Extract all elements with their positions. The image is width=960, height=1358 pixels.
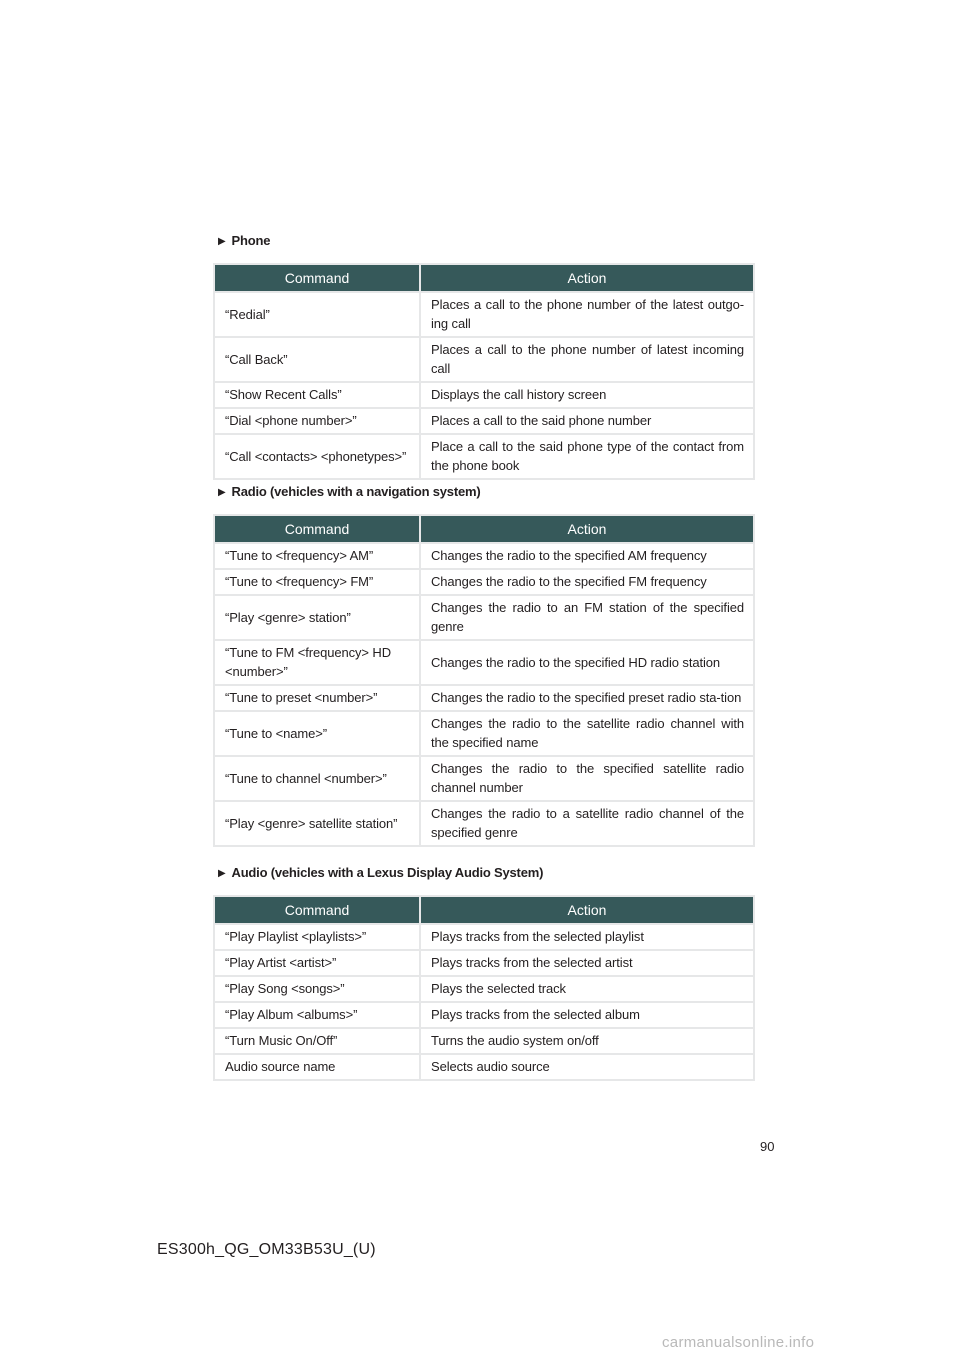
table-row (215, 291, 753, 336)
table-row (215, 684, 753, 710)
column-header-action: Action (421, 265, 753, 291)
action-cell: Plays tracks from the selected playlist (421, 923, 753, 949)
table-row (215, 568, 753, 594)
command-cell: “Play <genre> station” (215, 594, 421, 639)
phone-command-table (213, 263, 755, 480)
table-row (215, 923, 753, 949)
command-cell: “Call <contacts> <phonetypes>” (215, 433, 421, 478)
command-cell: “Dial <phone number>” (215, 407, 421, 433)
command-cell: “Call Back” (215, 336, 421, 381)
table-row (215, 594, 753, 639)
action-cell: Place a call to the said phone type of the contact from the phone book (421, 433, 753, 478)
action-cell: Changes the radio to the satellite radio channel with the specified name (421, 710, 753, 755)
command-cell: “Play Album <albums>” (215, 1001, 421, 1027)
table-row (215, 1053, 753, 1079)
column-header-command: Command (215, 516, 421, 542)
column-header-action: Action (421, 516, 753, 542)
action-cell: Plays tracks from the selected artist (421, 949, 753, 975)
command-cell: “Tune to <name>” (215, 710, 421, 755)
table-row (215, 639, 753, 684)
command-cell: “Redial” (215, 291, 421, 336)
table-row (215, 755, 753, 800)
action-cell: Changes the radio to the specified HD radio station (421, 639, 753, 684)
table-row (215, 336, 753, 381)
command-cell: “Tune to <frequency> FM” (215, 568, 421, 594)
command-cell: “Play Song <songs>” (215, 975, 421, 1001)
action-cell: Selects audio source (421, 1053, 753, 1079)
table-header-row (215, 516, 753, 542)
triangle-right-icon: ▶ (218, 868, 226, 879)
command-cell: “Tune to preset <number>” (215, 684, 421, 710)
triangle-right-icon: ▶ (218, 487, 226, 498)
section-heading-audio: ▶ Audio (vehicles with a Lexus Display Audio System) (218, 865, 544, 880)
action-cell: Plays tracks from the selected album (421, 1001, 753, 1027)
command-cell: Audio source name (215, 1053, 421, 1079)
action-cell: Plays the selected track (421, 975, 753, 1001)
table-row (215, 710, 753, 755)
command-cell: “Tune to FM <frequency> HD <number>” (215, 639, 421, 684)
table-row (215, 1001, 753, 1027)
table-row (215, 1027, 753, 1053)
column-header-command: Command (215, 265, 421, 291)
table-row (215, 433, 753, 478)
table-header-row (215, 265, 753, 291)
command-cell: “Play Artist <artist>” (215, 949, 421, 975)
audio-command-table (213, 895, 755, 1081)
table-row (215, 542, 753, 568)
action-cell: Changes the radio to the specified satellite radio channel number (421, 755, 753, 800)
action-cell: Changes the radio to a satellite radio channel of the specified genre (421, 800, 753, 845)
column-header-command: Command (215, 897, 421, 923)
document-footer-code: ES300h_QG_OM33B53U_(U) (157, 1241, 376, 1258)
table-row (215, 949, 753, 975)
command-cell: “Show Recent Calls” (215, 381, 421, 407)
action-cell: Changes the radio to an FM station of the specified genre (421, 594, 753, 639)
triangle-right-icon: ▶ (218, 236, 226, 247)
command-cell: “Play Playlist <playlists>” (215, 923, 421, 949)
section-heading-phone: ▶ Phone (218, 233, 271, 248)
action-cell: Places a call to the phone number of the latest outgo-ing call (421, 291, 753, 336)
action-cell: Places a call to the phone number of latest incoming call (421, 336, 753, 381)
table-row (215, 407, 753, 433)
command-cell: “Tune to <frequency> AM” (215, 542, 421, 568)
command-cell: “Play <genre> satellite station” (215, 800, 421, 845)
page-number: 90 (760, 1139, 775, 1154)
radio-command-table (213, 514, 755, 847)
command-cell: “Tune to channel <number>” (215, 755, 421, 800)
table-row (215, 975, 753, 1001)
action-cell: Changes the radio to the specified FM frequency (421, 568, 753, 594)
action-cell: Turns the audio system on/off (421, 1027, 753, 1053)
action-cell: Changes the radio to the specified AM frequency (421, 542, 753, 568)
column-header-action: Action (421, 897, 753, 923)
table-row (215, 800, 753, 845)
action-cell: Places a call to the said phone number (421, 407, 753, 433)
command-cell: “Turn Music On/Off” (215, 1027, 421, 1053)
watermark-link[interactable]: carmanualsonline.info (662, 1334, 815, 1351)
section-heading-radio: ▶ Radio (vehicles with a navigation system) (218, 484, 481, 499)
table-row (215, 381, 753, 407)
table-header-row (215, 897, 753, 923)
action-cell: Changes the radio to the specified preset radio sta-tion (421, 684, 753, 710)
action-cell: Displays the call history screen (421, 381, 753, 407)
